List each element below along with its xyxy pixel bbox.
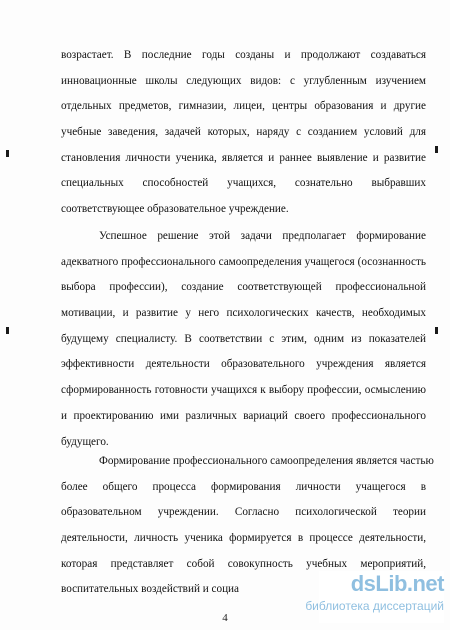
text-line: будущего. — [61, 435, 109, 448]
text-line: становления личности ученика, является и раннее выявление и развитие — [61, 151, 426, 164]
text-line: Формирование профессионального самоопределения является частью — [99, 455, 434, 467]
text-line: воспитательных воздействий и социа — [61, 583, 240, 596]
text-line: и проектированию ими различных вариаций своего профессионального — [61, 409, 426, 422]
text-line: отдельных предметов, гимназии, лицеи, центры образования и другие — [61, 100, 426, 113]
page-number: 4 — [222, 612, 228, 624]
paragraph-1 — [61, 43, 426, 223]
watermark-tagline: библиотека диссертаций — [305, 599, 444, 613]
text-line: будущему специалисту. В соответствии с этим, одним из показателей — [61, 332, 426, 345]
text-line: специальных способностей учащихся, сознательно выбравших — [61, 177, 426, 190]
text-line: сформированность готовности учащихся к выбору профессии, осмыслению — [61, 384, 426, 397]
watermark-site-name: dsLib.net — [350, 571, 444, 596]
scan-mark — [435, 327, 438, 334]
text-line: соответствующее образовательное учреждение. — [61, 203, 289, 216]
scan-mark — [6, 150, 9, 157]
scan-mark — [6, 327, 9, 334]
text-line: инновационные школы следующих видов: с углубленным изучением — [61, 74, 426, 87]
watermark-logo[interactable] — [305, 571, 444, 623]
text-line: выбора профессии), создание соответствующей профессиональной — [61, 281, 426, 294]
text-line: эффективности деятельности образовательного учреждения является — [61, 358, 426, 371]
text-line: образовательном учреждении. Согласно психологической теории — [61, 506, 426, 519]
paragraph-2 — [61, 224, 426, 455]
scan-mark — [435, 146, 438, 153]
text-line: Успешное решение этой задачи предполагает формирование — [99, 230, 426, 242]
text-line: мотивации, и развитие у него психологических качеств, необходимых — [61, 307, 426, 320]
text-line: возрастает. В последние годы созданы и продолжают создаваться — [61, 49, 426, 61]
text-line: более общего процесса формирования личности учащегося в — [61, 480, 426, 493]
text-line: учебные заведения, задачей которых, наряду с созданием условий для — [61, 126, 426, 139]
text-line: которая представляет собой совокупность учебных мероприятий, — [61, 557, 426, 570]
text-line: деятельности, личность ученика формируется в процессе деятельности, — [61, 532, 426, 545]
text-line: адекватного профессионального самоопределения учащегося (осознанность — [61, 255, 426, 268]
